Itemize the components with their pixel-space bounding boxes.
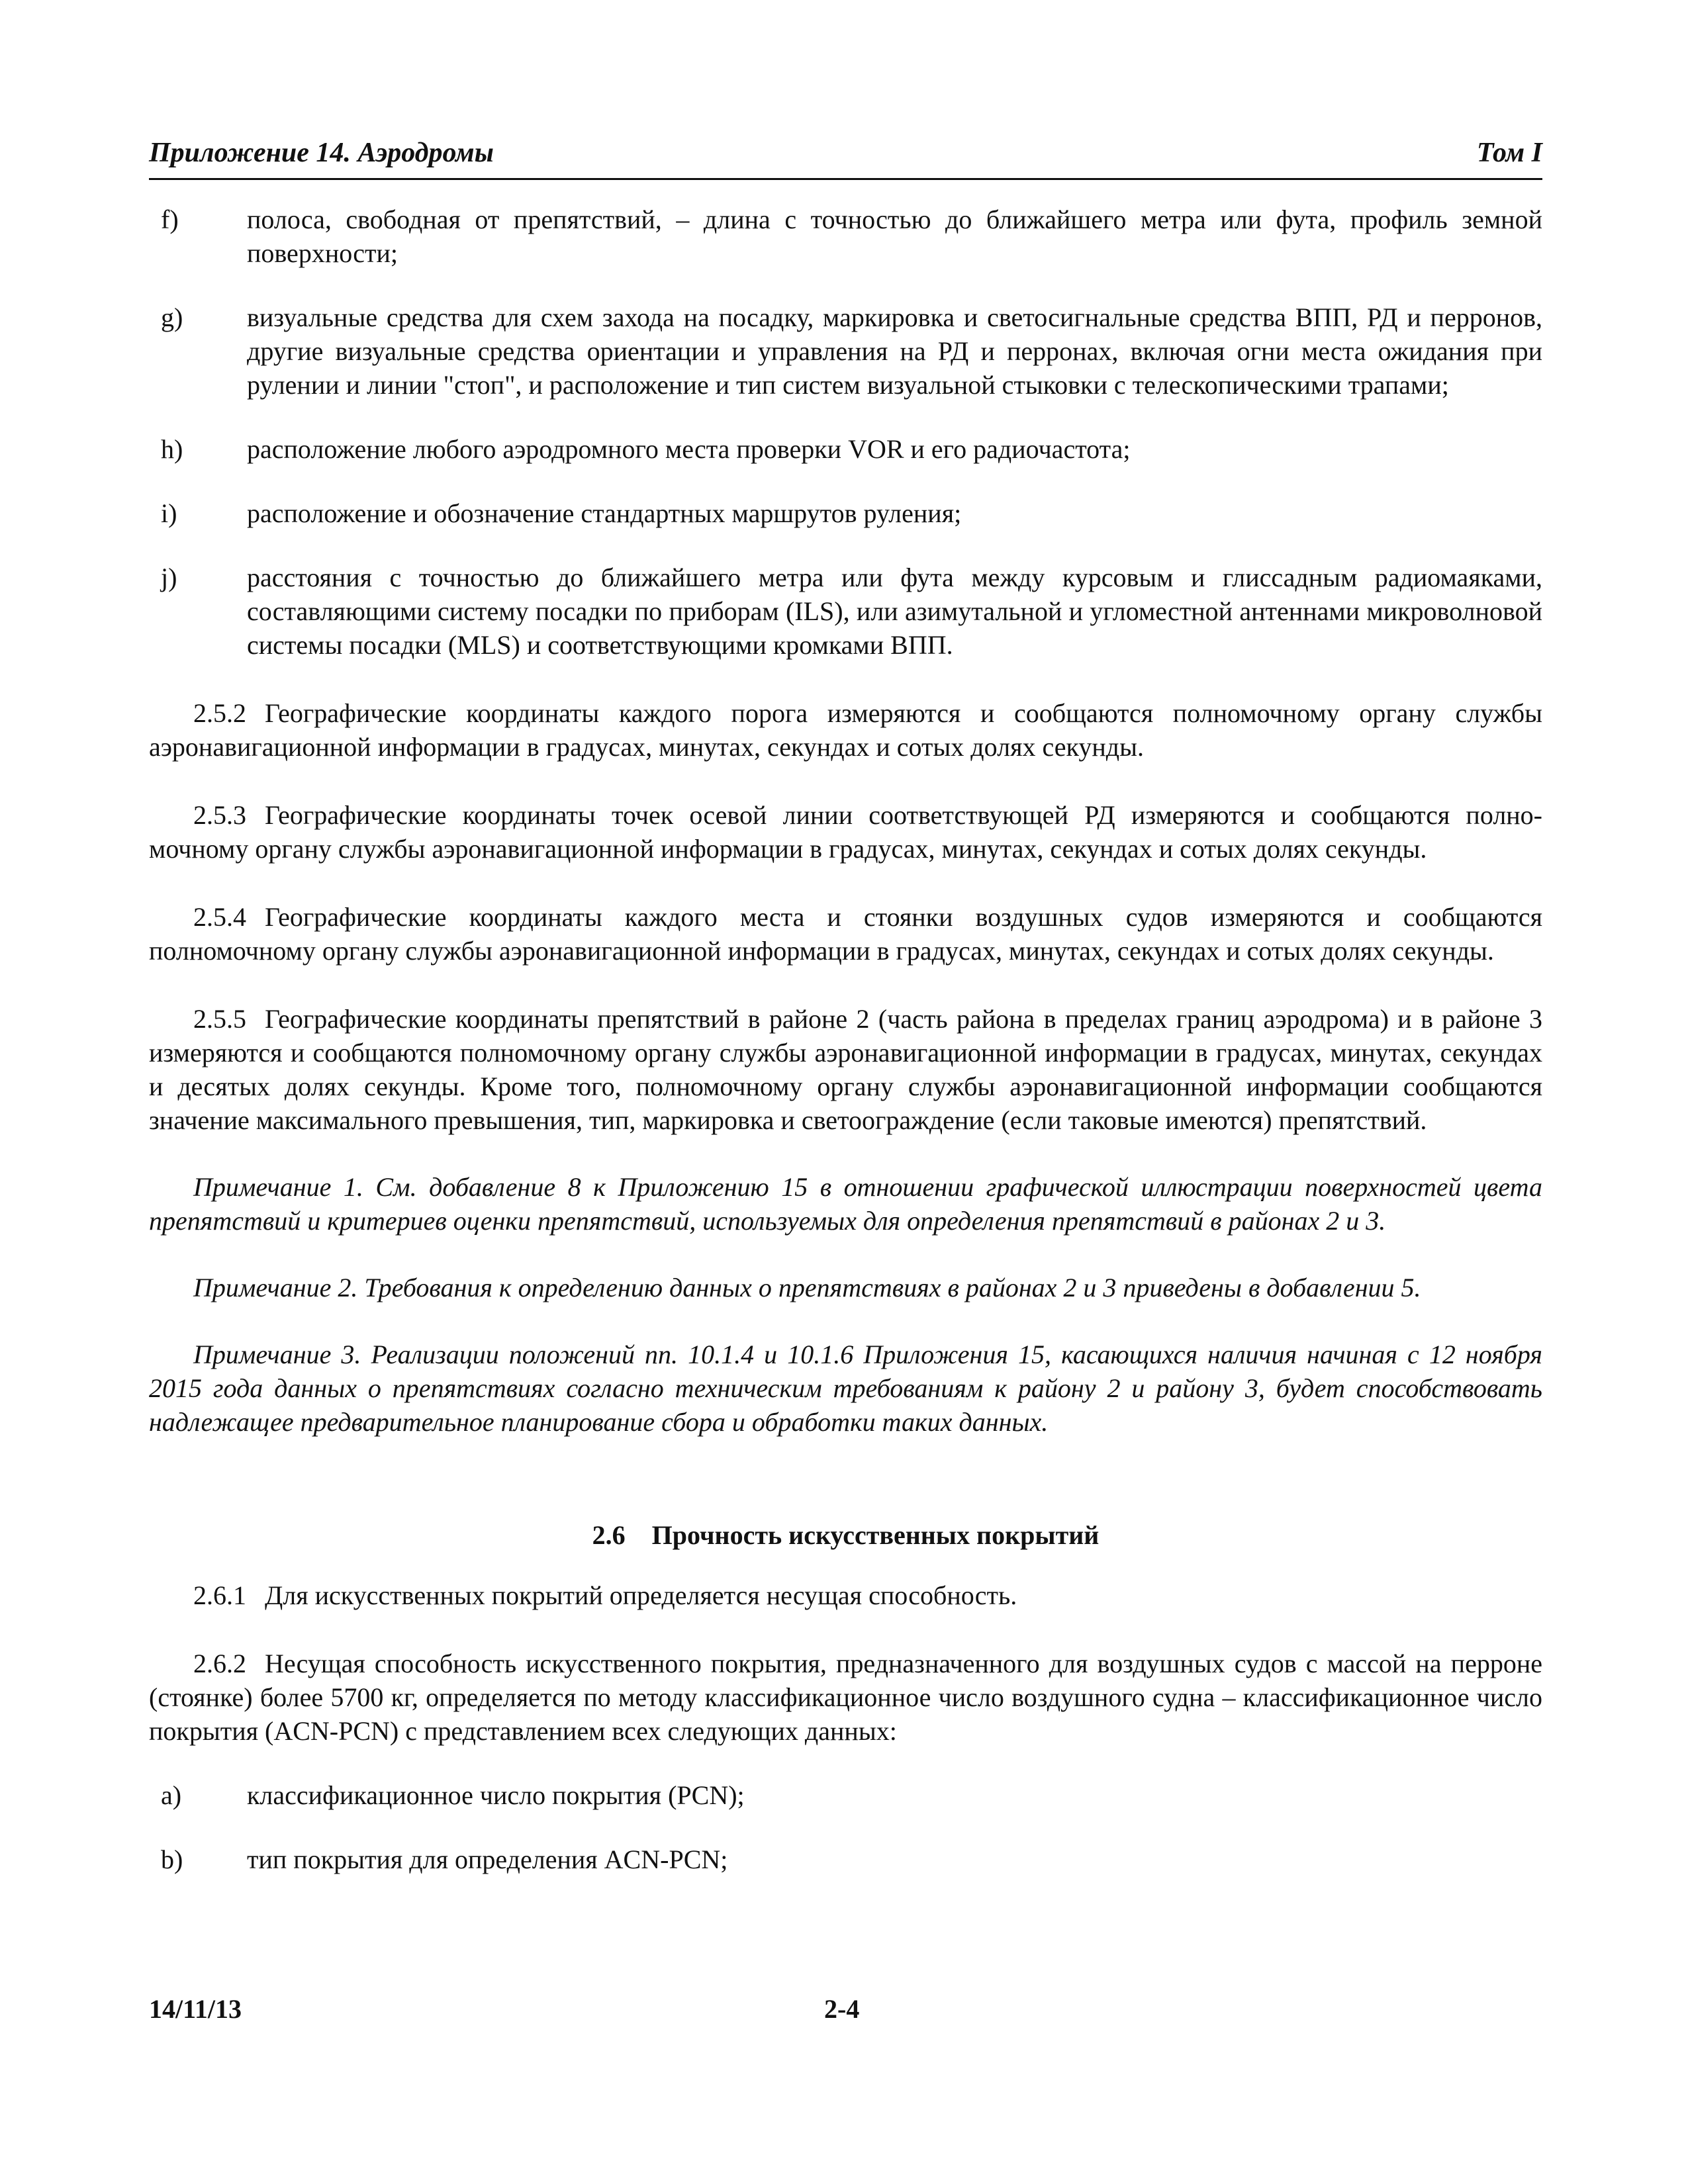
document-page (149, 136, 1542, 1876)
list-text: полоса, свободная от препятствий, – длина с точностью до ближайшего метра или фута, профиль земной поверхности; (247, 205, 1542, 268)
list-text: расстояния с точностью до ближайшего метра или фута между курсовым и глиссадным радиомаяками, составляющими систему посадки по приборам (ILS), или азимутальной и угломестной антеннами микроволновой системы посадки (MLS) и соответствующими кромками ВПП. (247, 563, 1542, 660)
note-2: Примечание 2. Требования к определению данных о препятствиях в районах 2 и 3 приведены в добавлении 5. (193, 1273, 1421, 1302)
paragraph-2-5-2 (149, 696, 1542, 764)
paragraph-number: 2.6.2 (193, 1649, 246, 1678)
paragraph-text: Для искусственных покрытий определяется несущая способность. (265, 1580, 1017, 1610)
list-letter: a) (161, 1780, 182, 1810)
list-item-f (149, 203, 1542, 270)
paragraph-number: 2.5.3 (193, 800, 246, 830)
list-text: тип покрытия для определения ACN-PCN; (247, 1844, 728, 1874)
list-item-a (149, 1778, 1542, 1812)
paragraph-number: 2.5.2 (193, 698, 246, 728)
paragraph-2-5-5 (149, 1002, 1542, 1137)
paragraph-2-5-3 (149, 798, 1542, 866)
list-item-i (149, 496, 1542, 530)
running-header (149, 136, 1542, 180)
section-title: Прочность искусственных покрытий (651, 1520, 1100, 1550)
header-volume: Том I (1476, 138, 1542, 168)
paragraph-text: Географические координаты точек осевой линии соответствующей РД измеряются и сообщаются полно-мочному органу службы аэронавигационной информации в градусах, минутах, секундах и сотых долях секунды. (149, 800, 1542, 864)
paragraph-2-6-2 (149, 1647, 1542, 1748)
paragraph-text: Географические координаты препятствий в районе 2 (часть района в пределах границ аэродрома) и в районе 3 измеряются и сообщаются полномочному органу службы аэронавигационной информации в градусах, минутах, секундах и десятых долях секунды. Кроме того, полномочному органу службы аэронавигационной информации сообщаются значение максимального превышения, тип, маркировка и светоограждение (если таковые имеются) препятствий. (149, 1004, 1542, 1135)
list-item-b (149, 1843, 1542, 1876)
header-annex-title: Приложение 14. Аэродромы (149, 138, 494, 168)
list-text: расположение и обозначение стандартных маршрутов руления; (247, 498, 962, 528)
list-text: классификационное число покрытия (PCN); (247, 1780, 745, 1810)
paragraph-text: Несущая способность искусственного покрытия, предназначенного для воздушных судов с массой на перроне (стоянке) более 5700 кг, определяется по методу классификационное число воздушного судна – классификационное число покрытия (ACN-PCN) с представлением всех следующих данных: (149, 1649, 1542, 1746)
paragraph-number: 2.5.5 (193, 1004, 246, 1034)
paragraph-number: 2.6.1 (193, 1580, 246, 1610)
list-item-j (149, 561, 1542, 662)
list-text: визуальные средства для схем захода на посадку, маркировка и светосигнальные средства ВПП, РД и перронов, другие визуальные средства ориентации и управления на РД и перронах, включая огни места ожидания при рулении и линии "стоп", и расположение и тип систем визуальной стыковки с телескопическими трапами; (247, 302, 1542, 400)
list-item-g (149, 300, 1542, 402)
note-3: Примечание 3. Реализации положений пп. 10.1.4 и 10.1.6 Приложения 15, касающихся наличия начиная с 12 ноября 2015 года данных о препятствиях согласно техническим требованиям к району 2 и району 3, будет способствовать надлежащее предварительное планирование сбора и обработки таких данных. (149, 1340, 1542, 1437)
paragraph-text: Географические координаты каждого места и стоянки воздушных судов измеряются и сообщаются полномочному органу службы аэронавигационной информации в градусах, минутах, секундах и сотых долях секунды. (149, 902, 1542, 966)
section-number: 2.6 (592, 1520, 626, 1550)
body-text (149, 203, 1542, 1876)
paragraph-2-5-4 (149, 900, 1542, 968)
footer-date: 14/11/13 (149, 1994, 242, 2024)
list-letter: b) (161, 1844, 183, 1874)
section-heading (149, 1518, 1542, 1552)
list-item-h (149, 432, 1542, 466)
note-1: Примечание 1. См. добавление 8 к Приложению 15 в отношении графической иллюстрации поверхностей цвета препятствий и критериев оценки препятствий, используемых для определения препятствий в районах 2 и 3. (149, 1172, 1542, 1236)
list-letter: j) (161, 563, 177, 592)
paragraph-2-6-1 (149, 1578, 1542, 1612)
paragraph-number: 2.5.4 (193, 902, 246, 932)
list-letter: i) (161, 498, 177, 528)
list-letter: f) (161, 205, 179, 234)
list-text: расположение любого аэродромного места проверки VOR и его радиочастота; (247, 434, 1131, 464)
list-letter: h) (161, 434, 183, 464)
footer-page-number: 2-4 (824, 1994, 860, 2024)
list-letter: g) (161, 302, 183, 332)
paragraph-text: Географические координаты каждого порога измеряются и сообщаются полномочному органу службы аэронавигационной информации в градусах, минутах, секундах и сотых долях секунды. (149, 698, 1542, 762)
